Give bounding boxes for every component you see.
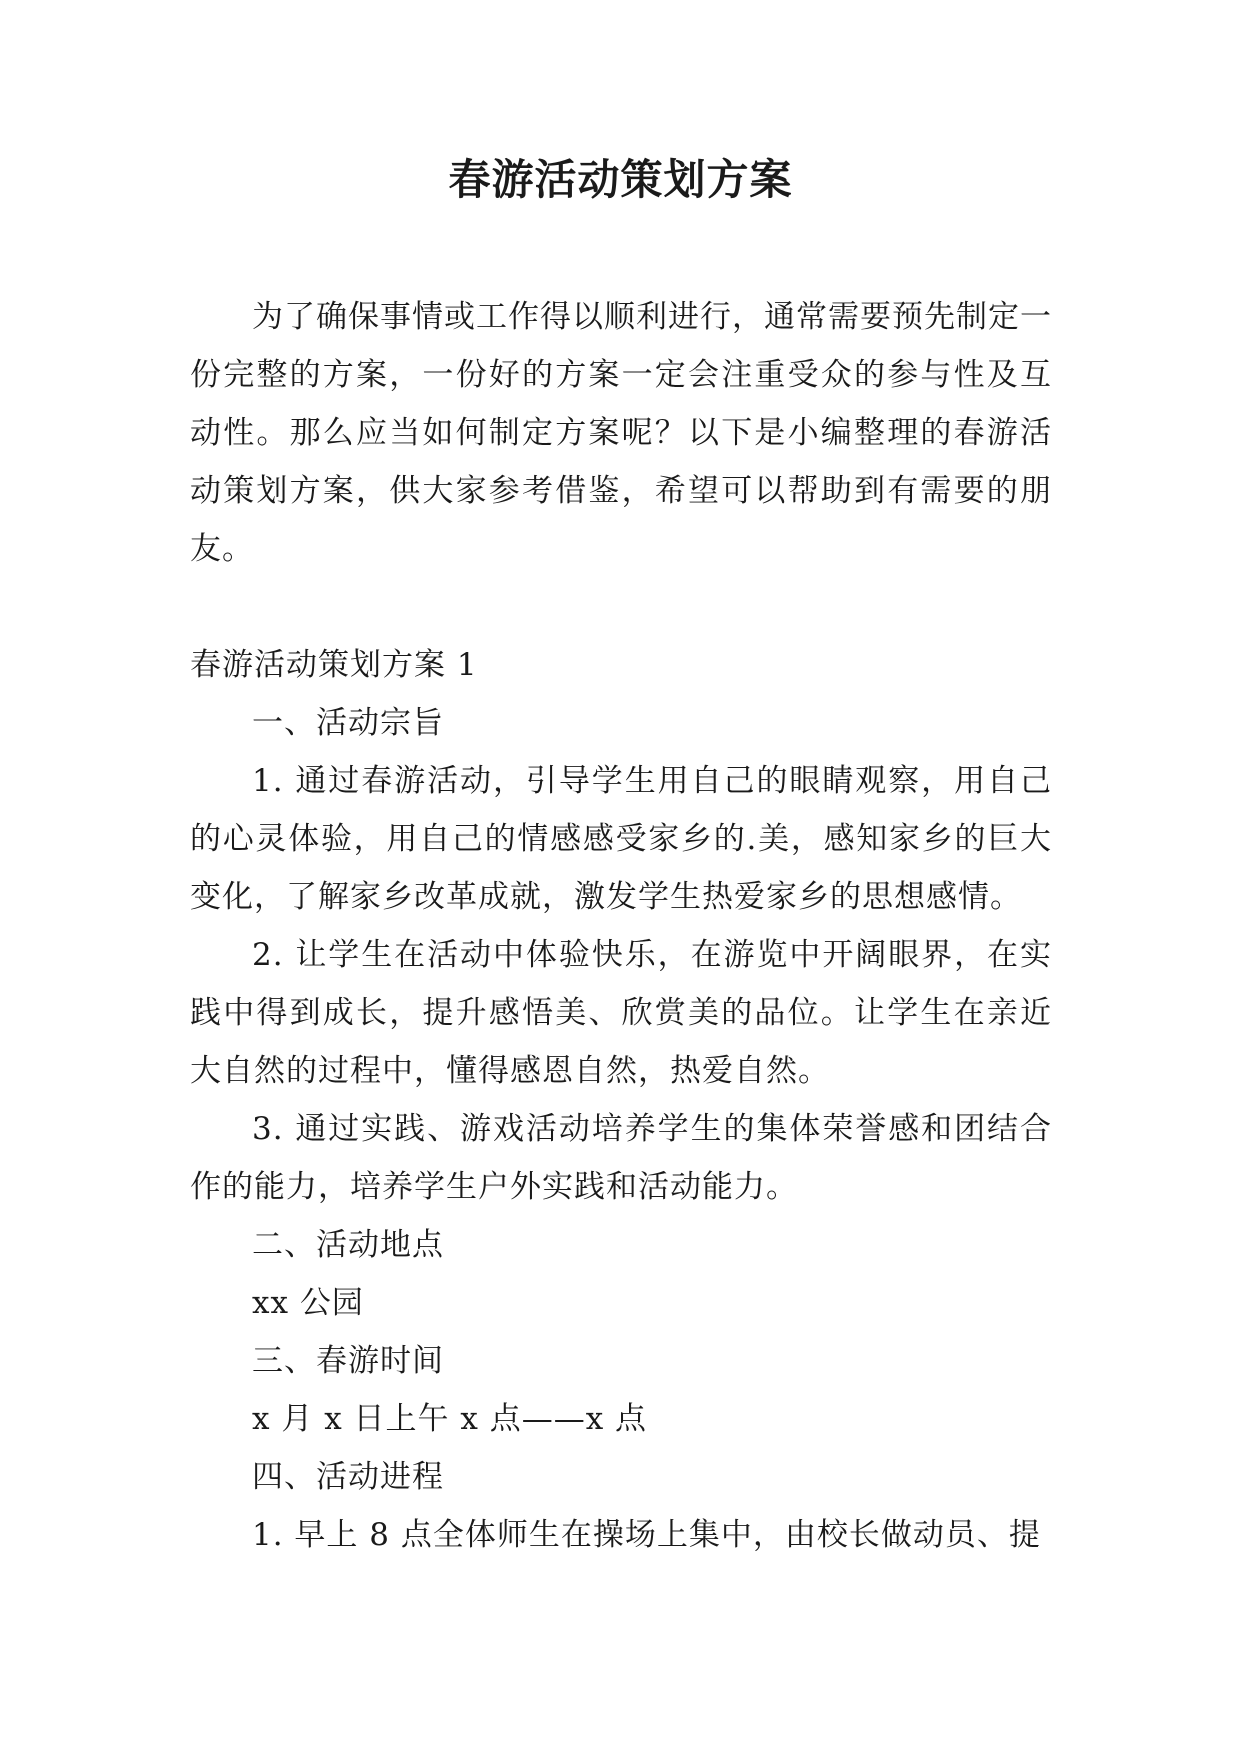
heading-purpose: 一、活动宗旨	[252, 705, 444, 741]
purpose-item-2: 2. 让学生在活动中体验快乐，在游览中开阔眼界，在实践中得到成长，提升感悟美、欣赏美的品位。让学生在亲近大自然的过程中，懂得感恩自然，热爱自然。	[190, 937, 1052, 1089]
heading-time: 三、春游时间	[252, 1343, 444, 1379]
location-text: xx 公园	[252, 1285, 364, 1321]
document-title: 春游活动策划方案	[448, 155, 793, 204]
document-body	[190, 288, 1052, 1564]
purpose-item-3: 3. 通过实践、游戏活动培养学生的集体荣誉感和团结合作的能力，培养学生户外实践和活动能力。	[190, 1111, 1052, 1205]
heading-process: 四、活动进程	[252, 1459, 444, 1495]
purpose-item-1: 1. 通过春游活动，引导学生用自己的眼睛观察，用自己的心灵体验，用自己的情感感受家乡的.美，感知家乡的巨大变化，了解家乡改革成就，激发学生热爱家乡的思想感情。	[190, 763, 1052, 915]
time-text: x 月 x 日上午 x 点——x 点	[252, 1401, 648, 1437]
heading-location: 二、活动地点	[252, 1227, 444, 1263]
intro-paragraph: 为了确保事情或工作得以顺利进行，通常需要预先制定一份完整的方案，一份好的方案一定会注重受众的参与性及互动性。那么应当如何制定方案呢？以下是小编整理的春游活动策划方案，供大家参考借鉴，希望可以帮助到有需要的朋友。	[190, 299, 1052, 567]
section-title: 春游活动策划方案 1	[190, 647, 478, 683]
process-item-1: 1. 早上 8 点全体师生在操场上集中，由校长做动员、提	[252, 1517, 1041, 1553]
